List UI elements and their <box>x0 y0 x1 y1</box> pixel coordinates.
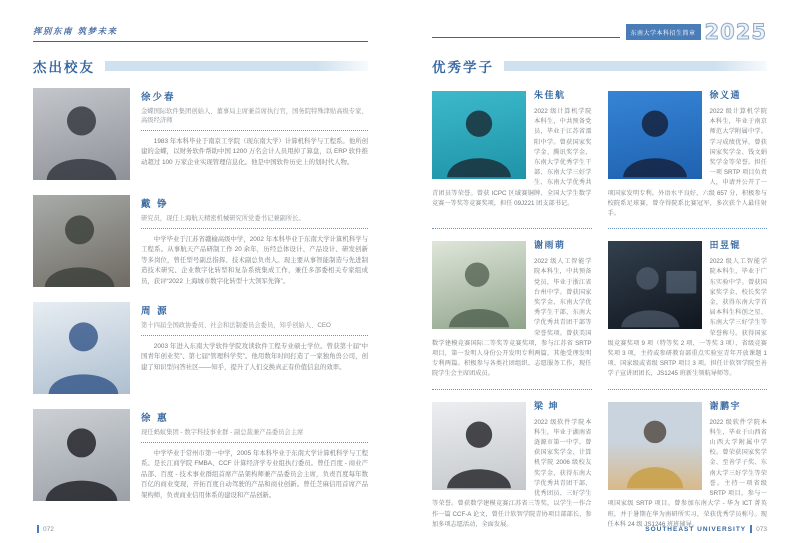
person-silhouette-icon <box>33 195 130 287</box>
student-photo-tian-yukun <box>608 241 702 329</box>
student-card <box>608 88 768 229</box>
left-page <box>33 52 368 530</box>
alumnus-bio: 1983 年本科毕业于南京工学院（现东南大学）计算机科学与工程系。他所创建的金蝶，以财务软件帮助中国 1200 万名会计人员甩掉了算盘，以 ERP 软件推动超过 100 万家企业实现管理信息化。他是中国软件历史上的划时代人物。 <box>141 138 368 166</box>
right-page <box>432 52 767 530</box>
students-grid <box>432 88 767 530</box>
student-bio: 2022 级计算机学院本科生，中共预备党员，毕业于江苏省溧阳中学。曾获国家奖学金、腾讯奖学金、东南大学优秀学生干部、东南大学三好学生、东南大学优秀共青团员等荣誉。曾获 ICPC 区域赛铜牌、全国大学生数学竞赛一等奖等竞赛奖项，担任 09J221 团支部书记。 <box>432 108 592 207</box>
student-name: 梁 坤 <box>534 400 560 411</box>
student-card <box>432 88 592 229</box>
student-bio: 2022 级人工智能学院本科生，毕业于广东实验中学。曾获国家奖学金、校长奖学金，获得东南大学首届本科生科创之星、东南大学三好学生等荣誉称号。获得国家级竞赛奖项 9 项（特等奖 2 项、一等奖 3 项）、省级竞赛奖项 3 项，主持或参研教育部重点实验室青年开放课题 1 项、国家级或省级 SRTP 项目 3 项。担任计软智学院至善学子宣讲团团长，JS1245 班新生领航导师等。 <box>607 258 767 378</box>
student-name: 徐义通 <box>709 90 742 100</box>
spread-body <box>33 52 767 530</box>
header-rule <box>432 37 620 38</box>
alumni-text <box>141 195 368 287</box>
alumnus-name: 周 源 <box>141 306 169 318</box>
alumni-section-title: 杰出校友 <box>33 60 95 75</box>
student-photo-zhu-jiahang <box>432 91 526 179</box>
person-silhouette-icon <box>608 241 702 329</box>
section-title-bar <box>105 61 368 71</box>
header-left <box>33 10 368 42</box>
brochure-year: 2025 <box>704 20 767 44</box>
student-photo-liang-kun <box>432 402 526 490</box>
alumnus-name: 戴 铮 <box>141 199 169 210</box>
left-page-footer <box>33 525 54 533</box>
student-photo-xie-pengyu <box>608 402 702 490</box>
dotted-divider <box>141 130 368 131</box>
alumnus-photo-xu-hui <box>33 409 130 501</box>
person-silhouette-icon <box>33 88 130 180</box>
student-bio: 2022 级计算机学院本科生，毕业于南京师范大学附属中学。学习成绩优异，曾获国家奖学金、钱文娟奖学金等荣誉。担任一项 SRTP 项目负责人，申请并公开了一项国家发明专利。外语水平良好，六级 657 分，积极参与校院系足球赛，曾夺得院系比赛冠军，多次获个人最佳射手。 <box>607 108 767 218</box>
alumnus-role: 现任蚂蚁集团 - 数字科技事业群 - 副总裁兼产品委员会主席 <box>141 429 304 437</box>
student-name: 谢雨萌 <box>534 240 566 251</box>
person-silhouette-icon <box>608 402 702 490</box>
person-silhouette-icon <box>608 91 702 179</box>
student-photo-xu-yitong <box>608 91 702 179</box>
slogan-calligraphy: 挥别东南 筑梦未来 <box>33 27 118 37</box>
person-silhouette-icon <box>33 302 130 394</box>
dotted-divider <box>141 228 368 229</box>
student-name: 田昱锟 <box>709 240 742 251</box>
alumnus-name: 徐少春 <box>141 92 176 103</box>
dotted-divider <box>141 442 368 443</box>
center-gutter <box>368 52 432 530</box>
alumni-text <box>141 409 368 501</box>
alumni-card <box>33 195 368 287</box>
students-section-header <box>432 56 767 76</box>
page-number-tick <box>750 525 752 533</box>
header-right <box>432 10 767 42</box>
student-name: 谢鹏宇 <box>709 400 742 411</box>
alumnus-bio: 2003 年进入东南大学软件学院攻读软件工程专业硕士学位。曾获第十届“中国青年创业奖”、第七届“管理科学奖”。他用数年时间打造了一家独角兽公司，创建了知识型问答社区——知乎，提升了人们交换真正有价值信息的效率。 <box>141 343 368 371</box>
students-section-title: 优秀学子 <box>432 60 494 75</box>
right-page-number: 073 <box>756 525 767 533</box>
student-photo-xie-yumeng <box>432 241 526 329</box>
page-header <box>33 10 767 42</box>
student-card <box>608 399 768 530</box>
alumnus-name: 徐 惠 <box>141 413 169 425</box>
student-bio: 2022 级软件学院本科生，毕业于湖南省涟源市第一中学。曾获国家奖学金、计算机学院 2006 级校友奖学金，获得东南大学优秀共青团干部、优秀团员、三好学生等荣誉。曾获数学建模竞赛江苏省三等奖，以学生一作合作一篇 CCF-A 论文，曾任计软智学院青协项目部部长，参加多项志愿活动，全面发展。 <box>432 418 592 528</box>
page-gutter <box>368 10 432 42</box>
alumni-card <box>33 302 368 394</box>
page-number-tick <box>37 525 39 533</box>
alumnus-bio: 中学毕业于常州市第一中学，2005 年本科毕业于东南大学计算机科学与工程系。是长江商学院 FMBA、CCF 计算经济学专业组执行委员。曾任百度 - 商业产品部、百度 - 技术事业群组首席产品架构师兼产品委员会主席，负责百度每年数百亿的商业变现，开拓百度自动驾驶的产品和商业创新。曾任芝麻信用首席产品架构师，负责商业信用体系的建设和产品创新。 <box>141 450 368 499</box>
student-card <box>608 238 768 389</box>
person-silhouette-icon <box>432 402 526 490</box>
alumnus-role: 金蝶国际软件集团创始人、董事局主席兼首席执行官，国务院特殊津贴高级专家、高级经济师 <box>141 108 368 124</box>
alumnus-role: 第十四届全国政协委员、社会和法制委员会委员，知乎创始人、CEO <box>141 322 331 330</box>
student-bio: 2022 级人工智能学院本科生，中共预备党员，毕业于浙江省台州中学。曾获国家奖学金、东南大学优秀学生干部、东南大学优秀共青团干部等荣誉奖项。曾获美国数学建模竞赛国际二等奖等竞赛奖项，参与江苏省 SRTP 项目，第一发明人身份公开发明专利两篇，其他受理发明专利两篇。积极参与各类社团组织、志愿服务工作，现任院学生会主席团成员。 <box>432 258 592 378</box>
person-silhouette-icon <box>432 241 526 329</box>
section-title-bar <box>504 61 767 71</box>
brochure-title-badge: 东南大学本科招生简章 <box>626 24 701 40</box>
student-card <box>432 238 592 389</box>
alumni-text <box>141 302 368 394</box>
alumnus-photo-dai-zheng <box>33 195 130 287</box>
alumni-section-header <box>33 56 368 76</box>
student-card <box>432 399 592 530</box>
alumni-card <box>33 409 368 501</box>
student-name: 朱佳航 <box>534 90 566 100</box>
left-page-number: 072 <box>43 525 54 533</box>
alumnus-photo-zhou-yuan <box>33 302 130 394</box>
alumnus-role: 研究员，现任上海航天精密机械研究所党委书记兼副所长。 <box>141 215 305 222</box>
right-page-footer <box>645 525 767 533</box>
alumnus-bio: 中学毕业于江苏省赣榆高级中学，2002 年本科毕业于东南大学计算机科学与工程系。从事航天产品研制工作 20 余年，历经总体设计、产品设计、研发创新等多岗位，曾任型号副总指挥、技术副总负责人。现主要从事智能制造与先进制造技术研究、企业数字化转型和复杂系统集成工作，兼任多部委相关专家组成员，获评“2022 上海城市数字化转型十大领军先锋”。 <box>141 236 368 285</box>
alumnus-photo-xu-shaochun <box>33 88 130 180</box>
alumni-card <box>33 88 368 180</box>
dotted-divider <box>141 335 368 336</box>
person-silhouette-icon <box>33 409 130 501</box>
person-silhouette-icon <box>432 91 526 179</box>
university-name-footer: SOUTHEAST UNIVERSITY <box>645 525 747 533</box>
student-bio: 2022 级软件学院本科生，毕业于山西省山西大学附属中学校。曾荣获国家奖学金、至善学子奖、东南大学三好学生等荣誉。主持一项省级 SRTP 项目，参与一项国家级 SRTP 项目。曾参加东南大学 - 华为 ICT 菁英班，并于暑期在华为南研所实习，荣获优秀学员称号。现任本科 24 级 JS1246 班班辅导。 <box>607 418 767 528</box>
alumni-text <box>141 88 368 180</box>
